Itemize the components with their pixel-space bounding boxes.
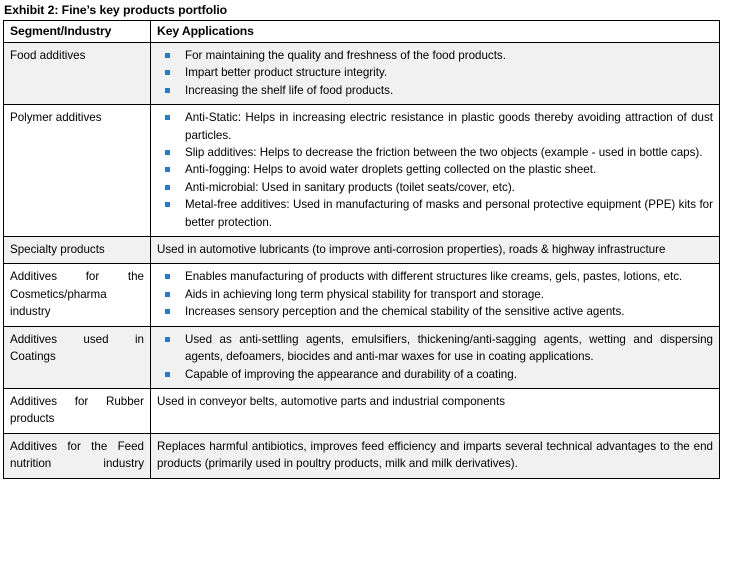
table-row [4,237,720,264]
bullet-square-icon [165,115,170,120]
applications-cell [151,264,720,326]
bullet-square-icon [165,274,170,279]
list-item-label: Increases sensory perception and the chemical stability of the sensitive active agents. [185,305,625,319]
list-item-label: Capable of improving the appearance and durability of a coating. [185,367,517,381]
bullet-square-icon [165,202,170,207]
list-item [157,144,713,161]
bullet-square-icon [165,292,170,297]
bullet-square-icon [165,167,170,172]
list-item-label: Slip additives: Helps to decrease the friction between the two objects (example - used in bottle caps). [185,146,703,160]
applications-paragraph: Used in automotive lubricants (to improve anti-corrosion properties), roads & highway infrastructure [157,243,666,257]
applications-cell [151,388,720,433]
list-item [157,303,713,320]
list-item [157,366,713,383]
segment-cell: Food additives [4,43,151,105]
bullet-square-icon [165,53,170,58]
key-products-table [3,20,720,479]
list-item [157,179,713,196]
segment-cell: Additives for the Feed nutrition industry [4,433,151,478]
segment-cell: Additives used in Coatings [4,326,151,388]
applications-cell [151,326,720,388]
bullet-square-icon [165,309,170,314]
list-item [157,161,713,178]
applications-list [157,331,713,383]
bullet-square-icon [165,372,170,377]
list-item-label: Anti-fogging: Helps to avoid water droplets getting collected on the plastic sheet. [185,163,597,177]
table-row [4,264,720,326]
list-item [157,196,713,231]
segment-cell: Additives for the Cosmetics/pharma industry [4,264,151,326]
list-item-label: For maintaining the quality and freshness of the food products. [185,49,506,62]
page-title: Exhibit 2: Fine’s key products portfolio [4,3,228,17]
column-header-segment: Segment/Industry [4,21,151,43]
list-item-label: Aids in achieving long term physical stability for transport and storage. [185,287,544,301]
table-row [4,105,720,237]
applications-cell [151,105,720,237]
list-item [157,331,713,366]
applications-list [157,47,713,99]
list-item [157,268,713,285]
applications-paragraph: Replaces harmful antibiotics, improves feed efficiency and imparts several technical advantages to the end products (primarily used in poultry products, milk and milk derivatives). [157,439,713,471]
list-item [157,64,713,81]
table-row [4,326,720,388]
applications-paragraph: Used in conveyor belts, automotive parts and industrial components [157,394,505,408]
list-item-label: Increasing the shelf life of food products. [185,83,394,97]
segment-cell: Polymer additives [4,105,151,237]
list-item-label: Metal-free additives: Used in manufacturing of masks and personal protective equipment (PPE) kits for better protection. [185,198,713,229]
list-item-label: Used as anti-settling agents, emulsifiers, thickening/anti-sagging agents, wetting and dispersing agents, defoamers, biocides and anti-mar waxes for use in coating applications. [185,332,713,364]
bullet-square-icon [165,185,170,190]
bullet-square-icon [165,70,170,75]
column-header-applications: Key Applications [151,21,720,43]
table-row [4,388,720,433]
segment-cell: Specialty products [4,237,151,264]
table-body [4,43,720,479]
bullet-square-icon [165,88,170,93]
list-item-label: Anti-microbial: Used in sanitary products (toilet seats/cover, etc). [185,180,515,194]
segment-cell: Additives for Rubber products [4,388,151,433]
list-item [157,286,713,303]
applications-cell [151,237,720,264]
list-item-label: Enables manufacturing of products with different structures like creams, gels, pastes, lotions, etc. [185,270,683,284]
list-item-label: Anti-Static: Helps in increasing electric resistance in plastic goods thereby avoiding attraction of dust particles. [185,111,713,142]
list-item [157,82,713,99]
applications-cell [151,433,720,478]
table-header-row [4,21,720,43]
list-item-label: Impart better product structure integrity. [185,66,388,80]
table-row [4,43,720,105]
table-row [4,433,720,478]
list-item [157,47,713,64]
applications-list [157,268,713,320]
bullet-square-icon [165,337,170,342]
list-item [157,109,713,144]
bullet-square-icon [165,150,170,155]
applications-cell [151,43,720,105]
applications-list [157,109,713,231]
